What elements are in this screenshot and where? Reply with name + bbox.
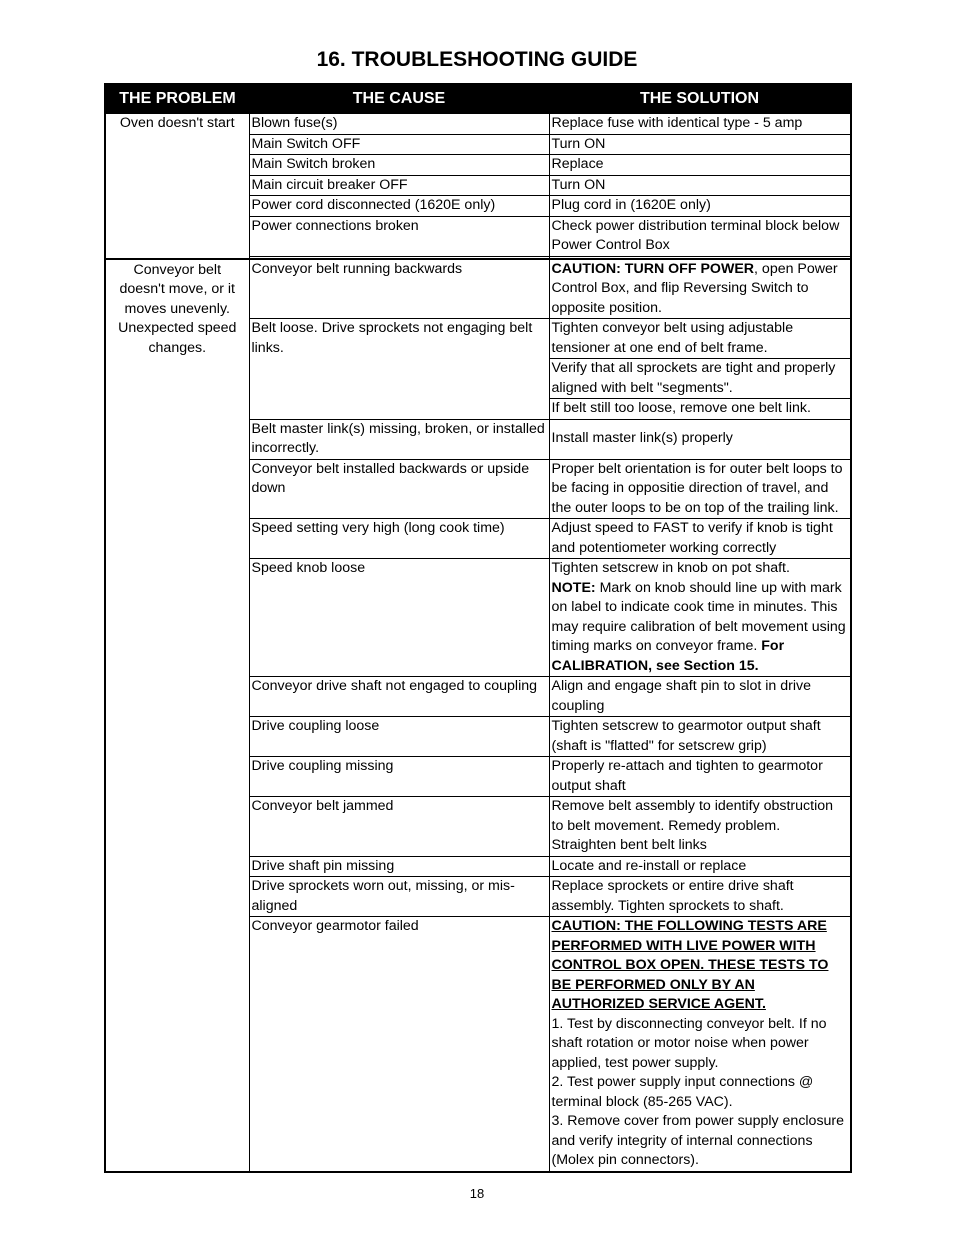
solution-cell: 1. Test by disconnecting conveyor belt. If no shaft rotation or motor noise when power applied, test power supply. bbox=[549, 1015, 851, 1074]
solution-cell: Install master link(s) properly bbox=[549, 419, 851, 459]
cause-cell: Power cord disconnected (1620E only) bbox=[249, 196, 549, 217]
cause-cell: Speed knob loose bbox=[249, 559, 549, 677]
solution-cell: Locate and re-install or replace bbox=[549, 856, 851, 877]
caution-text: CAUTION: TURN OFF POWER bbox=[551, 260, 755, 277]
solution-cell: If belt still too loose, remove one belt link. bbox=[549, 399, 851, 420]
troubleshooting-table bbox=[104, 83, 852, 1173]
cause-cell: Power connections broken bbox=[249, 216, 549, 256]
solution-text: Mark on knob should line up with mark on label to indicate cook time in minutes. This may require calibration of belt movement using timing marks on conveyor frame. bbox=[551, 579, 846, 654]
solution-cell: Adjust speed to FAST to verify if knob is tight and potentiometer working correctly bbox=[549, 519, 851, 559]
cause-cell: Drive shaft pin missing bbox=[249, 856, 549, 877]
solution-cell: Proper belt orientation is for outer belt loops to be facing in oppositie direction of travel, and the outer loops to be on top of the trailing link. bbox=[549, 459, 851, 519]
solution-cell: Turn ON bbox=[549, 175, 851, 196]
solution-cell: Replace sprockets or entire drive shaft assembly. Tighten sprockets to shaft. bbox=[549, 877, 851, 917]
solution-cell: 3. Remove cover from power supply enclosure and verify integrity of internal connections (Molex pin connectors). bbox=[549, 1112, 851, 1172]
cause-cell: Speed setting very high (long cook time) bbox=[249, 519, 549, 559]
table-header-row bbox=[105, 84, 851, 114]
cause-cell: Main Switch OFF bbox=[249, 134, 549, 155]
header-solution: THE SOLUTION bbox=[549, 84, 851, 114]
cause-cell: Drive coupling loose bbox=[249, 717, 549, 757]
page-title: 16. TROUBLESHOOTING GUIDE bbox=[316, 48, 638, 71]
note-label: NOTE: bbox=[551, 579, 596, 596]
cause-cell: Blown fuse(s) bbox=[249, 114, 549, 135]
solution-cell: 2. Test power supply input connections @ terminal block (85-265 VAC). bbox=[549, 1073, 851, 1112]
solution-cell: Properly re-attach and tighten to gearmotor output shaft bbox=[549, 757, 851, 797]
solution-cell: Remove belt assembly to identify obstruction to belt movement. Remedy problem. Straighten bent belt links bbox=[549, 797, 851, 857]
calibration-reference: For CALIBRATION, see Section 15. bbox=[551, 638, 785, 674]
cause-cell: Conveyor belt installed backwards or upside down bbox=[249, 459, 549, 519]
table-row bbox=[105, 114, 851, 135]
cause-cell: Belt master link(s) missing, broken, or installed incorrectly. bbox=[249, 419, 549, 459]
cause-cell: Conveyor gearmotor failed bbox=[249, 917, 549, 1172]
caution-text: CAUTION: THE FOLLOWING TESTS ARE PERFORMED WITH LIVE POWER WITH CONTROL BOX OPEN. THESE TESTS TO BE PERFORMED ONLY BY AN AUTHORIZED SERVICE AGENT. bbox=[551, 918, 829, 1012]
solution-cell bbox=[549, 559, 851, 677]
solution-cell: Tighten conveyor belt using adjustable tensioner at one end of belt frame. bbox=[549, 319, 851, 359]
problem-cell: Conveyor belt doesn't move, or it moves unevenly. Unexpected speed changes. bbox=[105, 259, 249, 1172]
solution-text: Tighten setscrew in knob on pot shaft. bbox=[551, 560, 790, 576]
solution-cell: Check power distribution terminal block below Power Control Box bbox=[549, 216, 851, 256]
cause-cell: Main circuit breaker OFF bbox=[249, 175, 549, 196]
solution-cell bbox=[549, 259, 851, 319]
solution-cell: Align and engage shaft pin to slot in drive coupling bbox=[549, 677, 851, 717]
solution-cell: Tighten setscrew to gearmotor output shaft (shaft is "flatted" for setscrew grip) bbox=[549, 717, 851, 757]
cause-cell: Conveyor belt running backwards bbox=[249, 259, 549, 319]
cause-cell: Drive coupling missing bbox=[249, 757, 549, 797]
solution-cell: Turn ON bbox=[549, 134, 851, 155]
solution-cell: Replace bbox=[549, 155, 851, 176]
page-number: 18 bbox=[469, 1186, 485, 1201]
solution-text: , open Power Control Box, and flip Reversing Switch to opposite position. bbox=[551, 260, 838, 316]
solution-cell bbox=[549, 917, 851, 1015]
solution-cell: Plug cord in (1620E only) bbox=[549, 196, 851, 217]
cause-cell: Main Switch broken bbox=[249, 155, 549, 176]
cause-cell: Drive sprockets worn out, missing, or mis-aligned bbox=[249, 877, 549, 917]
cause-cell: Conveyor drive shaft not engaged to coupling bbox=[249, 677, 549, 717]
solution-cell: Verify that all sprockets are tight and properly aligned with belt "segments". bbox=[549, 359, 851, 399]
header-problem: THE PROBLEM bbox=[105, 84, 249, 114]
problem-cell: Oven doesn't start bbox=[105, 114, 249, 259]
header-cause: THE CAUSE bbox=[249, 84, 549, 114]
cause-cell: Conveyor belt jammed bbox=[249, 797, 549, 857]
table-row bbox=[105, 259, 851, 319]
cause-cell: Belt loose. Drive sprockets not engaging belt links. bbox=[249, 319, 549, 420]
solution-cell: Replace fuse with identical type - 5 amp bbox=[549, 114, 851, 135]
